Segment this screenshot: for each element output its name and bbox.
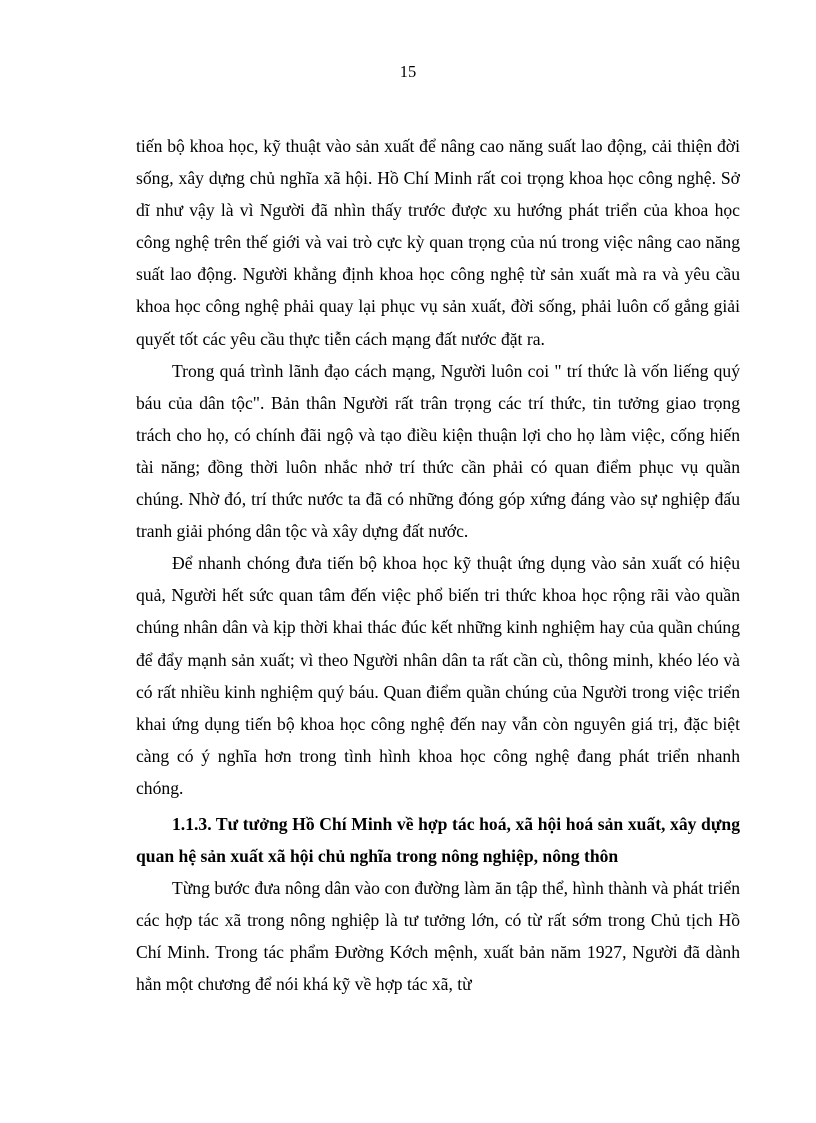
paragraph-cooperatives: Từng bước đưa nông dân vào con đường làm ăn tập thể, hình thành và phát triển các hợp tác xã trong nông nghiệp là tư tưởng lớn, có từ rất sớm trong Chủ tịch Hồ Chí Minh. Trong tác phẩm Đường Kớch mệnh, xuất bản năm 1927, Người đã dành hẳn một chương để nói khá kỹ về hợp tác xã, từ (136, 878, 740, 995)
page-number: 15 (399, 62, 417, 81)
paragraph-intellectuals: Trong quá trình lãnh đạo cách mạng, Người luôn coi " trí thức là vốn liếng quý báu của dân tộc". Bản thân Người rất trân trọng các trí thức, tin tưởng giao trọng trách cho họ, có chính đãi ngộ và tạo điều kiện thuận lợi cho họ làm việc, cống hiến tài năng; đồng thời luôn nhắc nhở trí thức cần phải có quan điểm phục vụ quần chúng. Nhờ đó, trí thức nước ta đã có những đóng góp xứng đáng vào sự nghiệp đấu tranh giải phóng dân tộc và xây dựng đất nước. (136, 360, 740, 542)
document-body (136, 130, 740, 1001)
section-heading: 1.1.3. Tư tưởng Hồ Chí Minh về hợp tác hoá, xã hội hoá sản xuất, xây dựng quan hệ sản xuất xã hội chủ nghĩa trong nông nghiệp, nông thôn (136, 813, 740, 867)
paragraph-continued: tiến bộ khoa học, kỹ thuật vào sản xuất để nâng cao năng suất lao động, cải thiện đời sống, xây dựng chủ nghĩa xã hội. Hồ Chí Minh rất coi trọng khoa học công nghệ. Sở dĩ như vậy là vì Người đã nhìn thấy trước được xu hướng phát triển của khoa học công nghệ trên thế giới và vai trò cực kỳ quan trọng của nú trong việc nâng cao năng suất lao động. Người khẳng định khoa học công nghệ từ sản xuất mà ra và yêu cầu khoa học công nghệ phải quay lại phục vụ sản xuất, đời sống, phải luôn cố gắng giải quyết tốt các yêu cầu thực tiễn cách mạng đất nước đặt ra. (136, 136, 740, 349)
paragraph-science-dissemination: Để nhanh chóng đưa tiến bộ khoa học kỹ thuật ứng dụng vào sản xuất có hiệu quả, Người hết sức quan tâm đến việc phổ biến tri thức khoa học rộng rãi vào quần chúng nhân dân và kịp thời khai thác đúc kết những kinh nghiệm hay của quần chúng để đẩy mạnh sản xuất; vì theo Người nhân dân ta rất cần cù, thông minh, khéo léo và có rất nhiều kinh nghiệm quý báu. Quan điểm quần chúng của Người trong việc triển khai ứng dụng tiến bộ khoa học công nghệ đến nay vẫn còn nguyên giá trị, đặc biệt càng có ý nghĩa hơn trong tình hình khoa học công nghệ đang phát triển nhanh chóng. (136, 553, 740, 798)
